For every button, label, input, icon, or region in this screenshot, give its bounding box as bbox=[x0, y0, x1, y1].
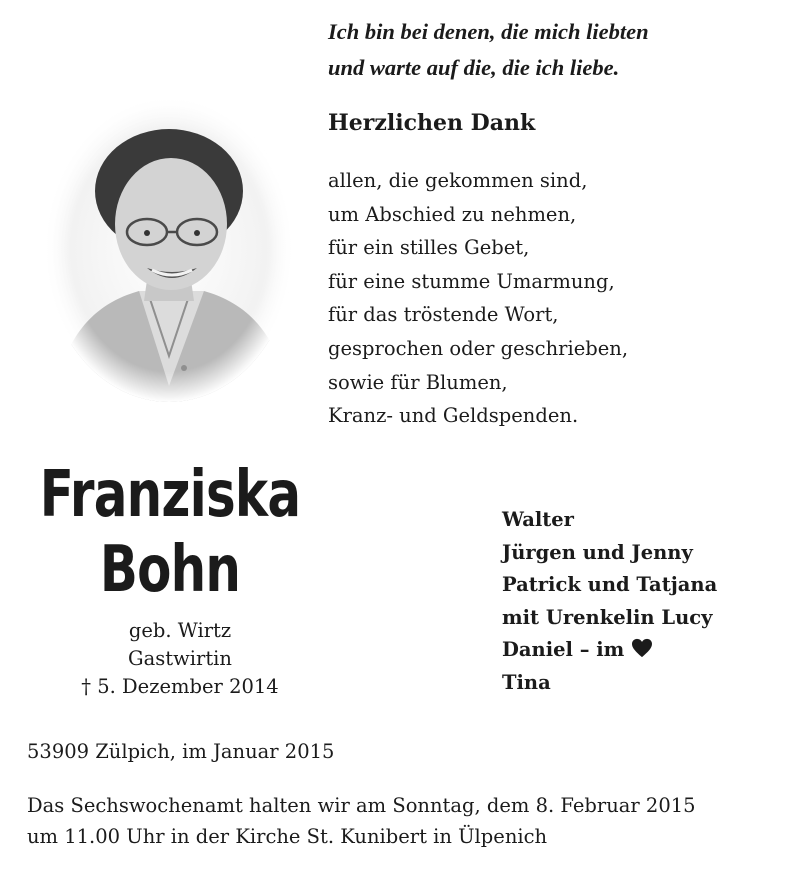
thanks-list bbox=[328, 164, 628, 433]
portrait-photo bbox=[44, 96, 294, 402]
deceased-first-name: Franziska bbox=[39, 458, 301, 532]
thanks-line: für ein stilles Gebet, bbox=[328, 236, 530, 260]
occupation: Gastwirtin bbox=[128, 647, 232, 670]
thanks-line: für das tröstende Wort, bbox=[328, 303, 559, 327]
thanks-line: um Abschied zu nehmen, bbox=[328, 202, 577, 226]
death-date: † 5. Dezember 2014 bbox=[81, 675, 279, 698]
family-line: Tina bbox=[502, 670, 551, 694]
poem-verse bbox=[328, 14, 788, 86]
heart-icon bbox=[631, 636, 653, 656]
thanks-heading: Herzlichen Dank bbox=[328, 110, 536, 136]
birth-name: geb. Wirtz bbox=[128, 619, 232, 642]
family-signatures bbox=[502, 504, 717, 699]
thanks-line: Kranz- und Geldspenden. bbox=[328, 404, 579, 428]
poem-line-1: Ich bin bei denen, die mich liebten bbox=[328, 19, 649, 44]
service-announcement bbox=[27, 790, 696, 852]
thanks-line: allen, die gekommen sind, bbox=[328, 169, 588, 192]
portrait-image bbox=[44, 96, 294, 402]
deceased-last-name: Bohn bbox=[99, 533, 241, 607]
service-line: um 11.00 Uhr in der Kirche St. Kunibert in Ülpenich bbox=[27, 825, 548, 848]
place-date: 53909 Zülpich, im Januar 2015 bbox=[27, 740, 335, 763]
poem-line-2: und warte auf die, die ich liebe. bbox=[328, 55, 620, 80]
family-line: mit Urenkelin Lucy bbox=[502, 605, 713, 629]
family-line: Daniel – im bbox=[502, 638, 625, 661]
thanks-line: gesprochen oder geschrieben, bbox=[328, 336, 629, 360]
family-line-with-heart bbox=[502, 634, 717, 667]
thanks-line: für eine stumme Umarmung, bbox=[328, 269, 615, 293]
service-line: Das Sechswochenamt halten wir am Sonntag, dem 8. Februar 2015 bbox=[27, 794, 696, 817]
family-line: Jürgen und Jenny bbox=[502, 540, 693, 564]
family-line: Patrick und Tatjana bbox=[502, 573, 718, 596]
family-line: Walter bbox=[502, 508, 574, 531]
thanks-line: sowie für Blumen, bbox=[328, 370, 508, 394]
